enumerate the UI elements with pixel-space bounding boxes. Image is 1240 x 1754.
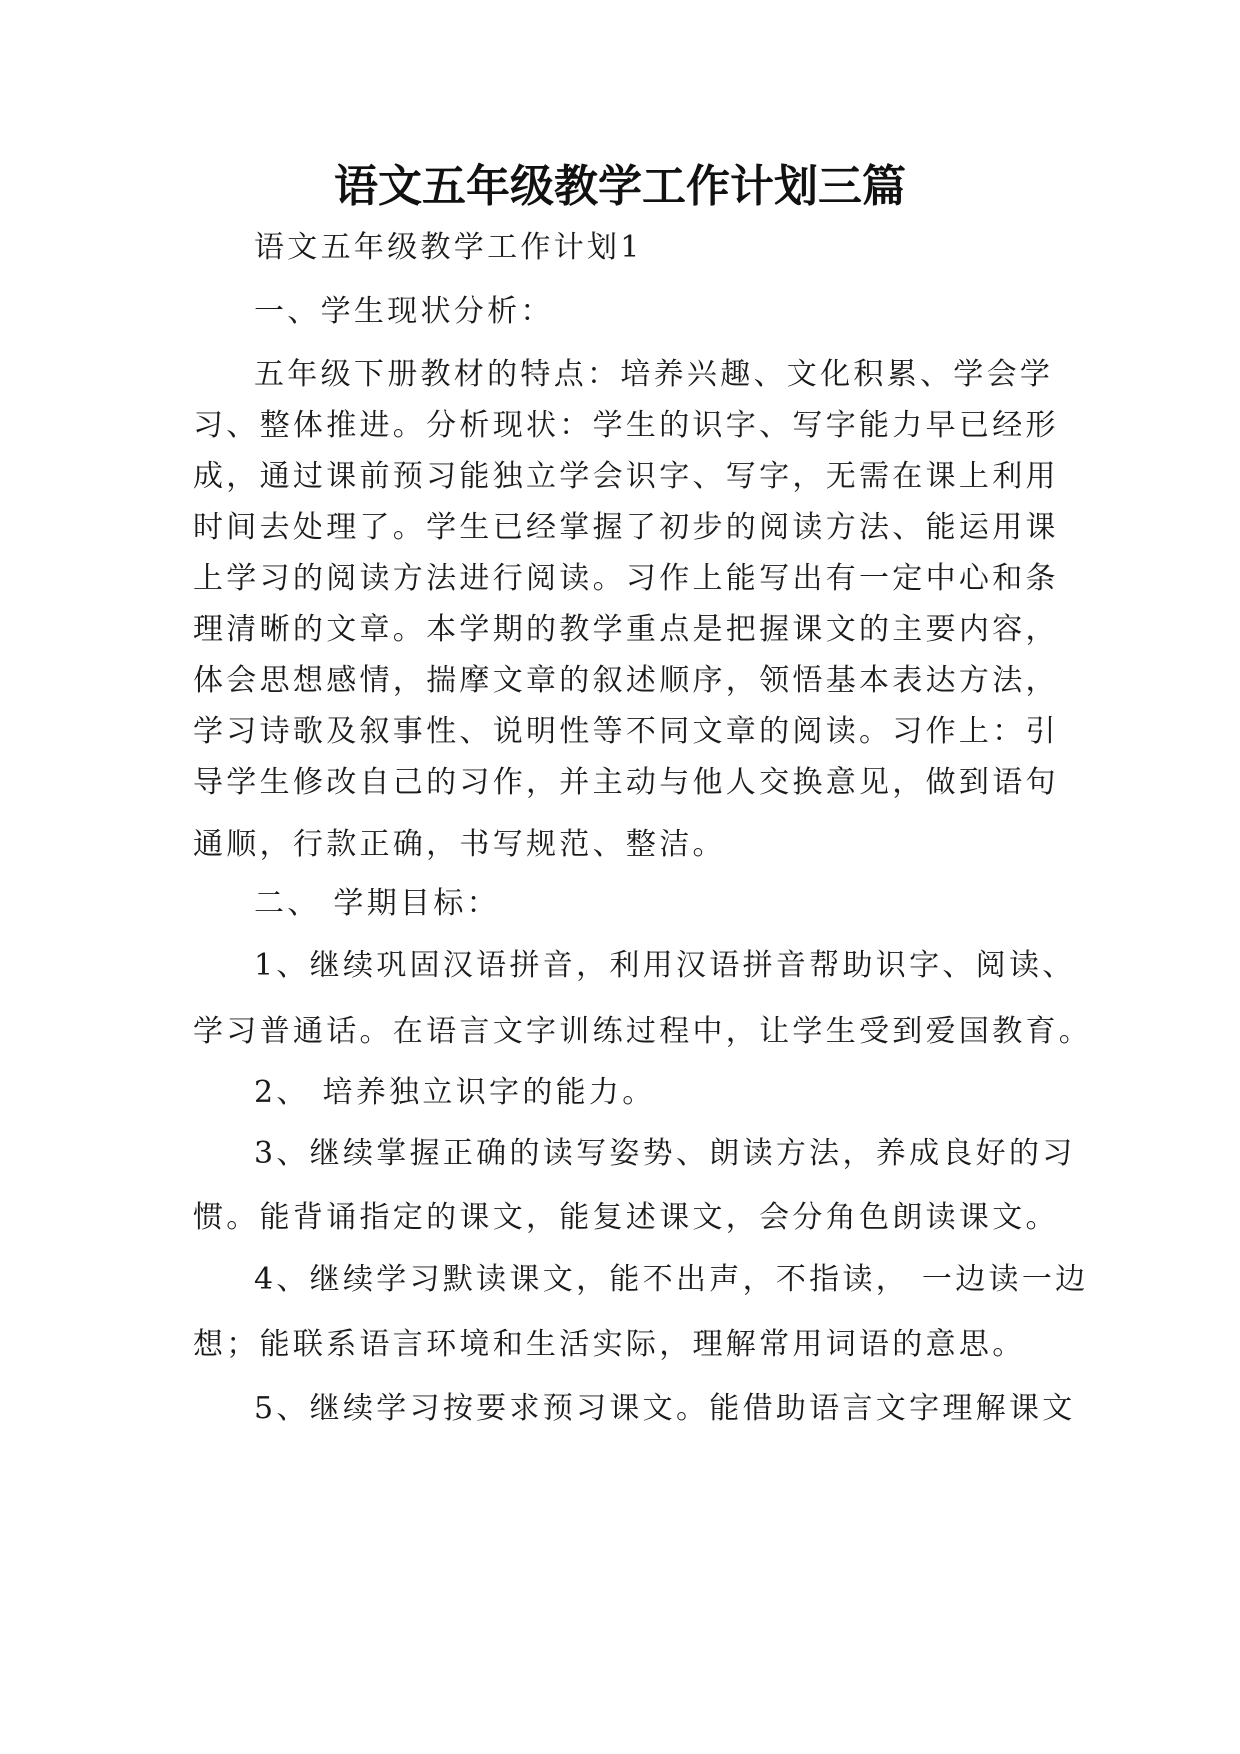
list-item: 2、 培养独立识字的能力。 (254, 1075, 656, 1110)
list-item: 3、继续掌握正确的读写姿势、朗读方法，养成良好的习 (254, 1136, 1076, 1171)
paragraph-line: 通顺，行款正确，书写规范、整洁。 (193, 827, 726, 862)
paragraph-line: 体会思想感情，揣摩文章的叙述顺序，领悟基本表达方法， (193, 663, 1059, 698)
list-item: 1、继续巩固汉语拼音，利用汉语拼音帮助识字、阅读、 (254, 948, 1076, 983)
paragraph-line: 学习诗歌及叙事性、说明性等不同文章的阅读。习作上：引 (193, 714, 1059, 749)
paragraph-line: 导学生修改自己的习作，并主动与他人交换意见，做到语句 (193, 765, 1059, 800)
paragraph-line: 成，通过课前预习能独立学会识字、写字，无需在课上利用 (193, 459, 1059, 494)
document-title: 语文五年级教学工作计划三篇 (334, 161, 906, 212)
section-heading-semester-goals: 二、 学期目标： (254, 886, 500, 921)
list-item-continuation: 惯。能背诵指定的课文，能复述课文，会分角色朗读课文。 (193, 1200, 1059, 1235)
list-item: 4、继续学习默读课文，能不出声，不指读， 一边读一边 (254, 1262, 1089, 1297)
paragraph-line: 理清晰的文章。本学期的教学重点是把握课文的主要内容， (193, 612, 1059, 647)
list-item: 5、继续学习按要求预习课文。能借助语言文字理解课文 (254, 1391, 1076, 1426)
paragraph-line: 时间去处理了。学生已经掌握了初步的阅读方法、能运用课 (193, 510, 1059, 545)
list-item-continuation: 学习普通话。在语言文字训练过程中，让学生受到爱国教育。 (193, 1014, 1093, 1049)
paragraph-line: 五年级下册教材的特点：培养兴趣、文化积累、学会学 (254, 357, 1054, 392)
paragraph-line: 习、整体推进。分析现状：学生的识字、写字能力早已经形 (193, 408, 1059, 443)
list-item-continuation: 想；能联系语言环境和生活实际，理解常用词语的意思。 (193, 1327, 1026, 1362)
paragraph-line: 上学习的阅读方法进行阅读。习作上能写出有一定中心和条 (193, 561, 1059, 596)
section-heading-plan-1: 语文五年级教学工作计划1 (254, 230, 643, 265)
section-heading-student-analysis: 一、学生现状分析： (254, 294, 554, 329)
